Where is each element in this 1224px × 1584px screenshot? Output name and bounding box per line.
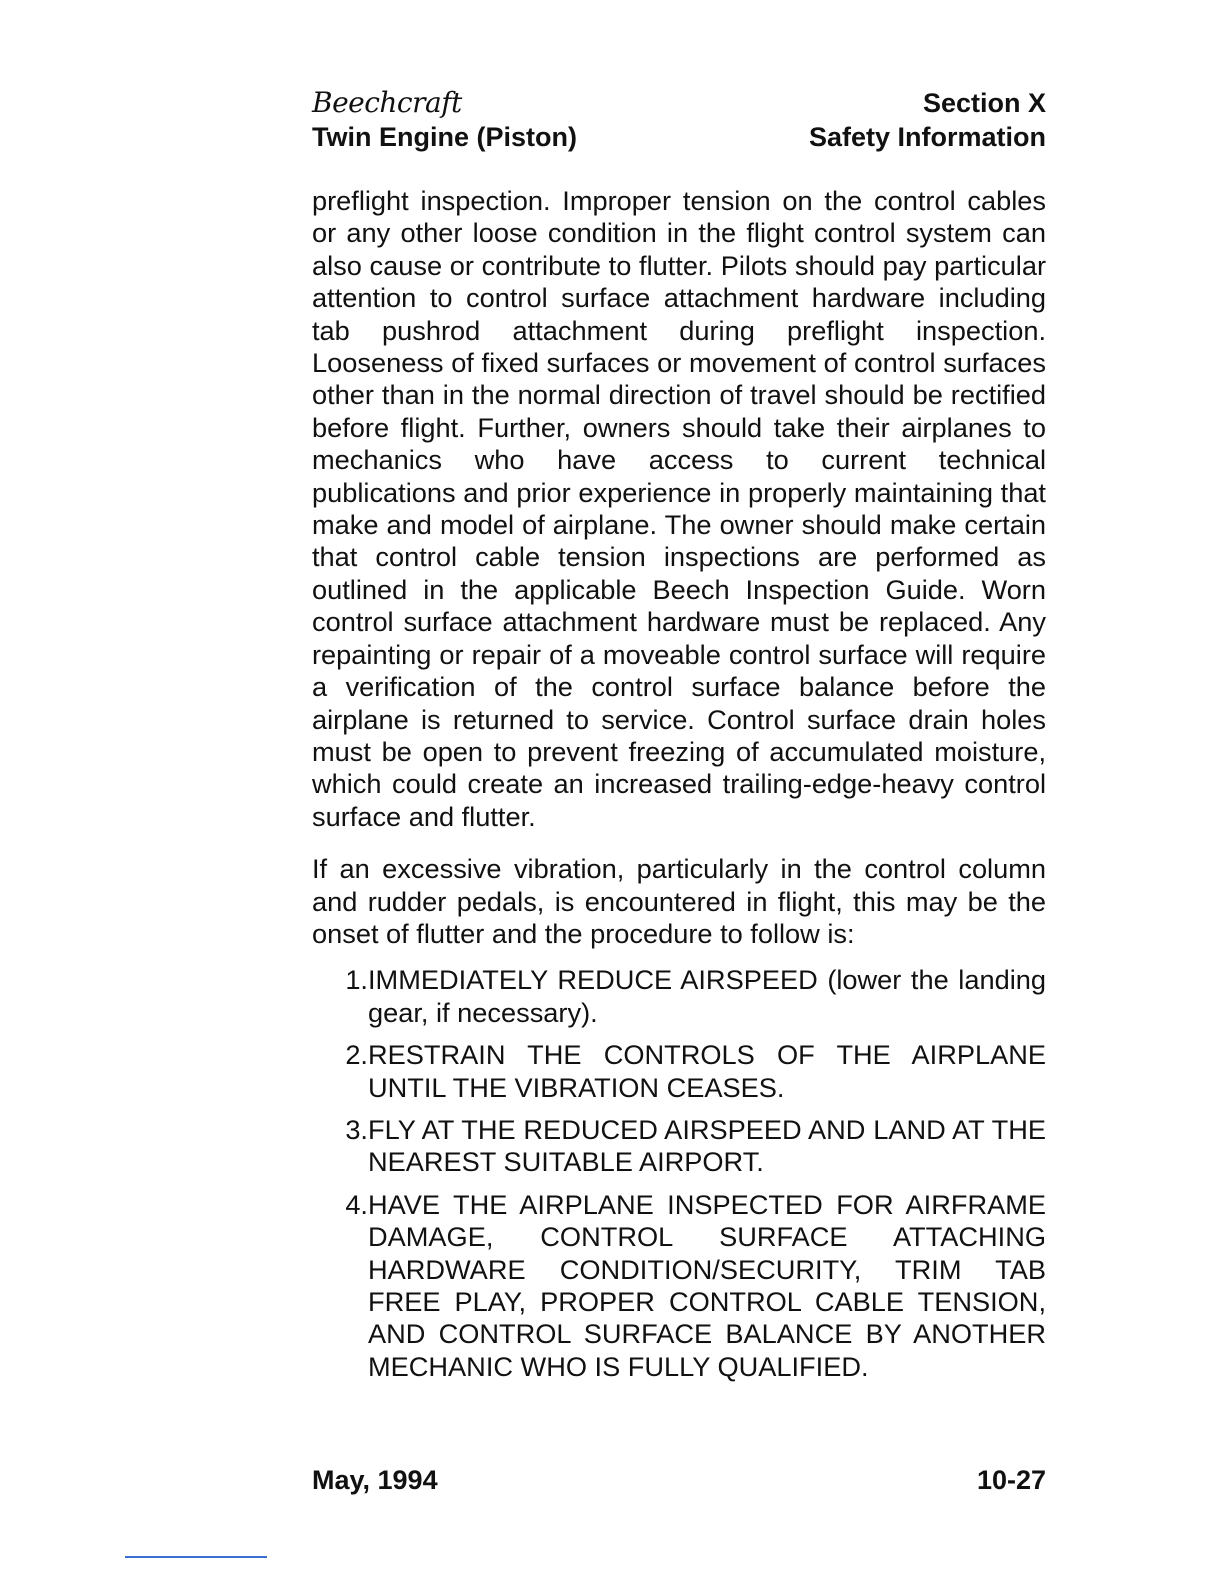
header-right <box>809 86 1046 154</box>
step-number: 3. <box>345 1113 368 1145</box>
step-text: HAVE THE AIRPLANE INSPECTED FOR AIRFRAME DAMAGE, CONTROL SURFACE ATTACHING HARDWARE CONDITION/SECURITY, TRIM TAB FREE PLAY, PROPER CONTROL CABLE TENSION, AND CONTROL SURFACE BALANCE BY ANOTHER MECHANIC WHO IS FULLY QUALIFIED. <box>368 1188 1046 1382</box>
paragraph-1: preflight inspection. Improper tension on the control cables or any other loose condition in the flight control system can also cause or contribute to flutter. Pilots should pay particular attention to control surface attachment hardware including tab pushrod attachment during preflight inspection. Looseness of fixed surfaces or movement of control surfaces other than in the normal direction of travel should be rectified before flight. Further, owners should take their airplanes to mechanics who have access to current technical publications and prior experience in properly maintaining that make and model of airplane. The owner should make certain that control cable tension inspections are performed as outlined in the applicable Beech Inspection Guide. Worn control surface attachment hardware must be replaced. Any repainting or repair of a moveable control surface will require a verification of the control surface balance before the airplane is returned to service. Control surface drain holes must be open to prevent freezing of accumulated moisture, which could create an increased trailing-edge-heavy control surface and flutter. <box>312 185 1046 832</box>
body-text <box>312 185 1046 1383</box>
section-number: Section X <box>922 88 1046 118</box>
brand-logo: Beechcraft <box>312 86 462 119</box>
procedure-list <box>312 964 1046 1383</box>
step-number: 4. <box>345 1188 368 1220</box>
procedure-step-1 <box>312 964 1046 1029</box>
paragraph-2: If an excessive vibration, particularly in the control column and rudder pedals, is encountered in flight, this may be the onset of flutter and the procedure to follow is: <box>312 853 1046 949</box>
page-header <box>312 86 1046 154</box>
footer-date: May, 1994 <box>312 1465 438 1495</box>
procedure-step-4 <box>312 1189 1046 1383</box>
step-number: 1. <box>345 964 368 996</box>
procedure-step-2 <box>312 1039 1046 1104</box>
page-footer <box>312 1463 1046 1497</box>
step-text: RESTRAIN THE CONTROLS OF THE AIRPLANE UNTIL THE VIBRATION CEASES. <box>368 1039 1046 1103</box>
document-page <box>312 86 1046 1393</box>
step-number: 2. <box>345 1039 368 1071</box>
aircraft-model: Twin Engine (Piston) <box>312 122 577 152</box>
footnote-rule <box>125 1556 267 1558</box>
step-text: FLY AT THE REDUCED AIRSPEED AND LAND AT THE NEAREST SUITABLE AIRPORT. <box>368 1113 1046 1178</box>
step-text: IMMEDIATELY REDUCE AIRSPEED (lower the landing gear, if necessary). <box>368 964 1046 1028</box>
header-left <box>312 86 577 154</box>
section-title: Safety Information <box>808 122 1046 152</box>
page-number: 10-27 <box>976 1465 1046 1495</box>
procedure-step-3 <box>312 1114 1046 1179</box>
